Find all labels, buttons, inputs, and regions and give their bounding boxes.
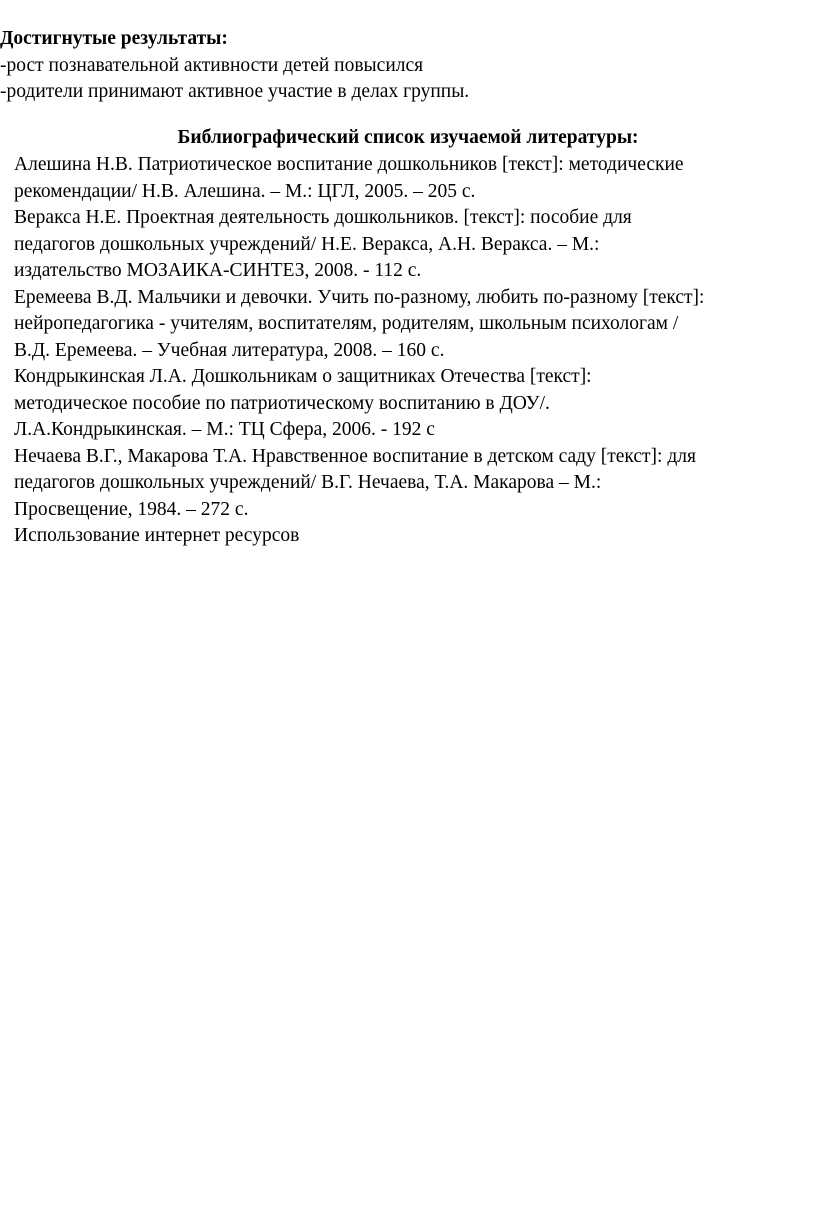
- bibliography-line: Еремеева В.Д. Мальчики и девочки. Учить по-разному, любить по-разному [текст]:: [14, 286, 705, 308]
- bibliography-line: издательство МОЗАИКА-СИНТЕЗ, 2008. - 112 с.: [14, 260, 422, 281]
- bibliography-line: методическое пособие по патриотическому воспитанию в ДОУ/.: [14, 392, 550, 414]
- bibliography-entry-nechaeva: [14, 444, 814, 524]
- bibliography-line: рекомендации/ Н.В. Алешина. – М.: ЦГЛ, 2005. – 205 с.: [14, 180, 476, 202]
- bibliography-line: Л.А.Кондрыкинская. – М.: ТЦ Сфера, 2006. - 192 с: [14, 419, 435, 440]
- results-item: -родители принимают активное участие в делах группы.: [0, 81, 470, 102]
- bibliography-line: нейропедагогика - учителям, воспитателям, родителям, школьным психологам /: [14, 313, 679, 334]
- bibliography-list: [14, 152, 814, 550]
- bibliography-line: Алешина Н.В. Патриотическое воспитание дошкольников [текст]: методические: [14, 154, 684, 175]
- results-section: [0, 26, 800, 106]
- bibliography-line: педагогов дошкольных учреждений/ Н.Е. Веракса, А.Н. Веракса. – М.:: [14, 233, 600, 255]
- results-heading: Достигнутые результаты:: [0, 28, 228, 49]
- bibliography-entry-internet: [14, 523, 814, 550]
- bibliography-line: Нечаева В.Г., Макарова Т.А. Нравственное воспитание в детском саду [текст]: для: [14, 445, 696, 467]
- results-item: -рост познавательной активности детей повысился: [0, 54, 424, 76]
- bibliography-line: Веракса Н.Е. Проектная деятельность дошкольников. [текст]: пособие для: [14, 207, 632, 228]
- bibliography-entry-veraksa: [14, 205, 814, 285]
- bibliography-entry-aleshina: [14, 152, 814, 205]
- bibliography-line: педагогов дошкольных учреждений/ В.Г. Нечаева, Т.А. Макарова – М.:: [14, 472, 602, 493]
- bibliography-line: Использование интернет ресурсов: [14, 525, 300, 546]
- bibliography-line: В.Д. Еремеева. – Учебная литература, 2008. – 160 с.: [14, 339, 445, 361]
- bibliography-entry-kondrykinskaya: [14, 364, 814, 444]
- bibliography-line: Просвещение, 1984. – 272 с.: [14, 498, 249, 520]
- bibliography-line: Кондрыкинская Л.А. Дошкольникам о защитниках Отечества [текст]:: [14, 366, 592, 387]
- bibliography-entry-eremeeva: [14, 285, 814, 365]
- bibliography-heading: Библиографический список изучаемой литературы:: [177, 127, 639, 148]
